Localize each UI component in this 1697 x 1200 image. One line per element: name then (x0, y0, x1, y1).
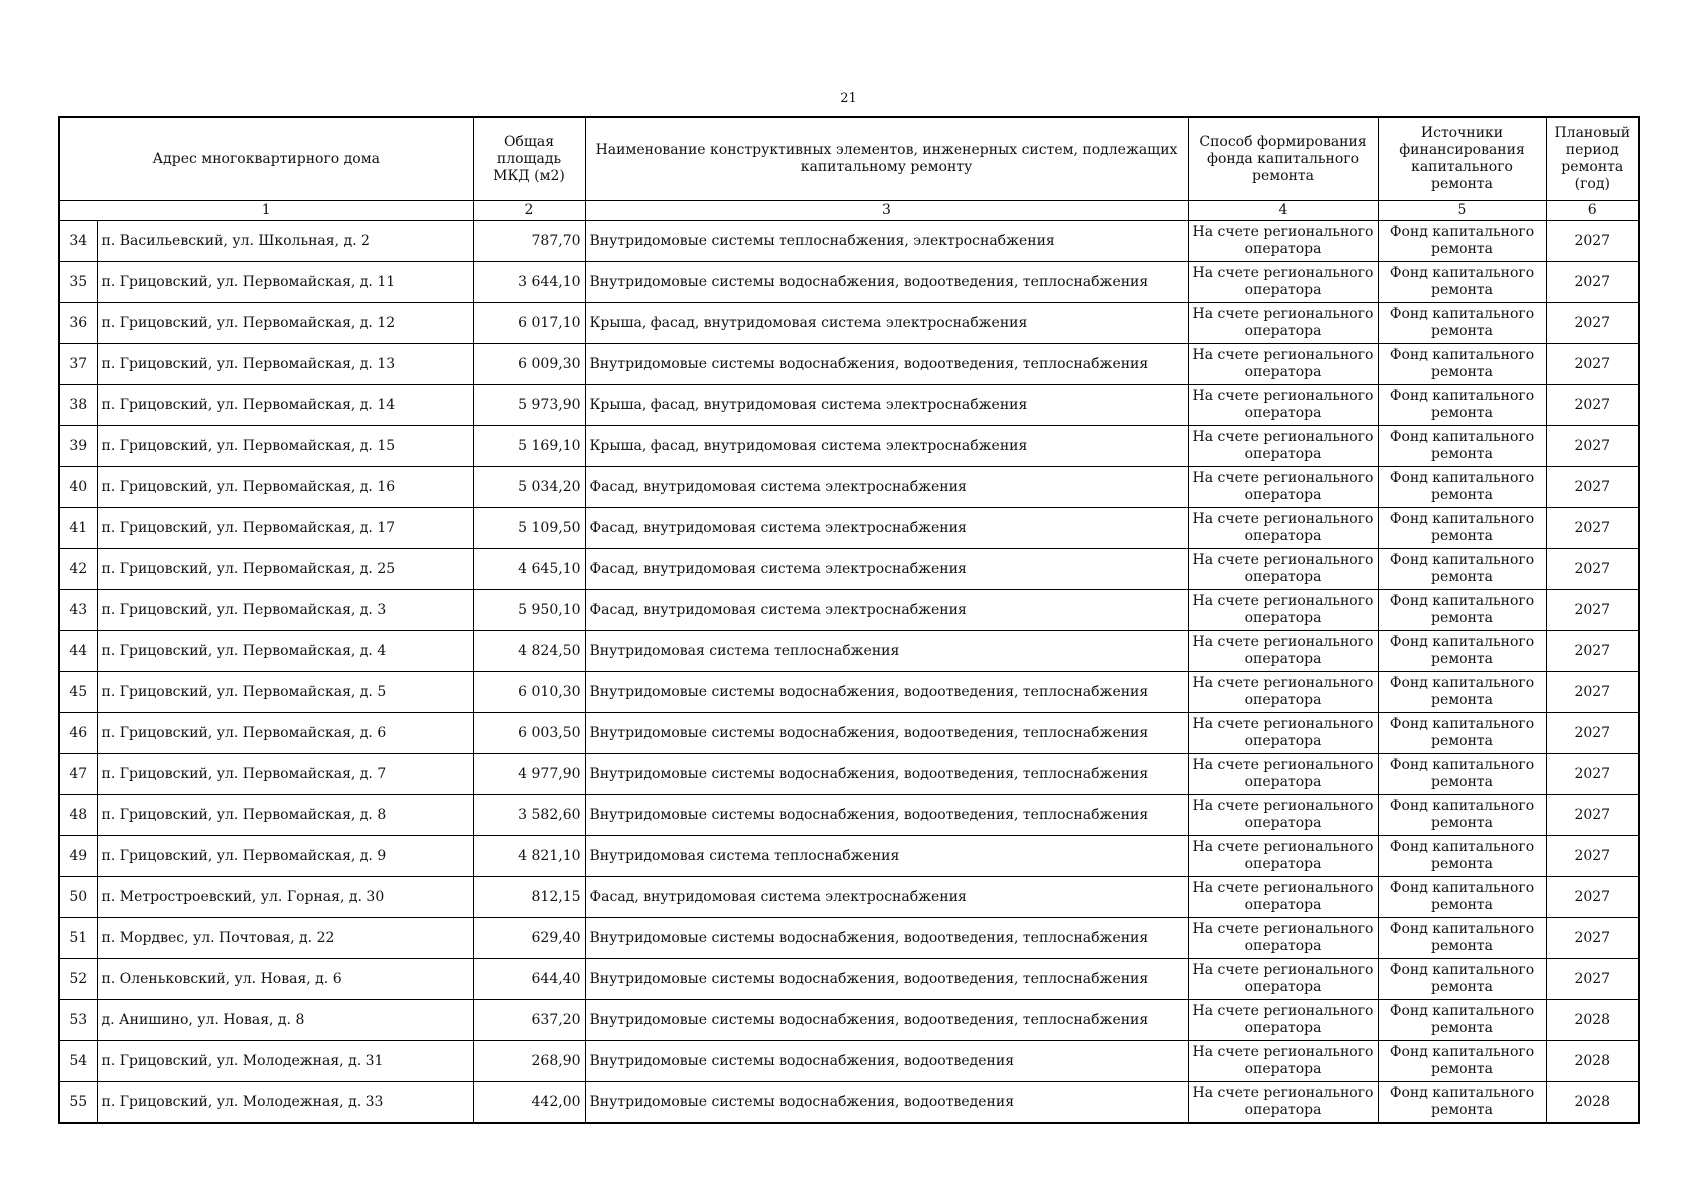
address-cell: п. Грицовский, ул. Молодежная, д. 33 (97, 1082, 473, 1124)
column-number-row (59, 201, 1639, 221)
area-cell: 5 109,50 (473, 508, 585, 549)
funding-method-cell: На счете регионального оператора (1188, 918, 1378, 959)
address-cell: п. Грицовский, ул. Первомайская, д. 12 (97, 303, 473, 344)
elements-cell: Внутридомовые системы водоснабжения, водоотведения (585, 1041, 1188, 1082)
row-number-cell: 44 (59, 631, 97, 672)
funding-method-cell: На счете регионального оператора (1188, 754, 1378, 795)
area-cell: 629,40 (473, 918, 585, 959)
area-cell: 4 821,10 (473, 836, 585, 877)
table-row (59, 713, 1639, 754)
funding-source-cell: Фонд капитального ремонта (1378, 1082, 1546, 1124)
funding-source-cell: Фонд капитального ремонта (1378, 467, 1546, 508)
area-cell: 6 017,10 (473, 303, 585, 344)
row-number-cell: 34 (59, 221, 97, 262)
period-cell: 2027 (1546, 672, 1639, 713)
elements-cell: Фасад, внутридомовая система электроснабжения (585, 467, 1188, 508)
period-cell: 2028 (1546, 1041, 1639, 1082)
funding-method-cell: На счете регионального оператора (1188, 344, 1378, 385)
funding-method-cell: На счете регионального оператора (1188, 508, 1378, 549)
funding-method-cell: На счете регионального оператора (1188, 672, 1378, 713)
row-number-cell: 55 (59, 1082, 97, 1124)
address-cell: п. Васильевский, ул. Школьная, д. 2 (97, 221, 473, 262)
area-cell: 787,70 (473, 221, 585, 262)
table-row (59, 631, 1639, 672)
elements-cell: Внутридомовые системы водоснабжения, водоотведения, теплоснабжения (585, 959, 1188, 1000)
address-cell: п. Грицовский, ул. Первомайская, д. 4 (97, 631, 473, 672)
row-number-cell: 53 (59, 1000, 97, 1041)
elements-cell: Внутридомовые системы водоснабжения, водоотведения, теплоснабжения (585, 918, 1188, 959)
address-cell: п. Грицовский, ул. Первомайская, д. 14 (97, 385, 473, 426)
funding-method-cell: На счете регионального оператора (1188, 795, 1378, 836)
funding-method-cell: На счете регионального оператора (1188, 426, 1378, 467)
period-cell: 2027 (1546, 918, 1639, 959)
row-number-cell: 38 (59, 385, 97, 426)
header-area: Общая площадь МКД (м2) (473, 117, 585, 201)
funding-source-cell: Фонд капитального ремонта (1378, 426, 1546, 467)
funding-source-cell: Фонд капитального ремонта (1378, 672, 1546, 713)
period-cell: 2027 (1546, 795, 1639, 836)
address-cell: п. Грицовский, ул. Первомайская, д. 8 (97, 795, 473, 836)
column-number: 6 (1546, 201, 1639, 221)
area-cell: 5 973,90 (473, 385, 585, 426)
funding-method-cell: На счете регионального оператора (1188, 467, 1378, 508)
elements-cell: Внутридомовые системы водоснабжения, водоотведения, теплоснабжения (585, 1000, 1188, 1041)
period-cell: 2027 (1546, 590, 1639, 631)
elements-cell: Внутридомовые системы водоснабжения, водоотведения (585, 1082, 1188, 1124)
funding-method-cell: На счете регионального оператора (1188, 877, 1378, 918)
table-row (59, 877, 1639, 918)
funding-method-cell: На счете регионального оператора (1188, 262, 1378, 303)
area-cell: 4 824,50 (473, 631, 585, 672)
area-cell: 6 009,30 (473, 344, 585, 385)
period-cell: 2027 (1546, 467, 1639, 508)
row-number-cell: 37 (59, 344, 97, 385)
row-number-cell: 43 (59, 590, 97, 631)
column-number: 2 (473, 201, 585, 221)
row-number-cell: 39 (59, 426, 97, 467)
table-row (59, 549, 1639, 590)
row-number-cell: 49 (59, 836, 97, 877)
funding-method-cell: На счете регионального оператора (1188, 303, 1378, 344)
address-cell: п. Грицовский, ул. Первомайская, д. 13 (97, 344, 473, 385)
funding-method-cell: На счете регионального оператора (1188, 959, 1378, 1000)
area-cell: 6 003,50 (473, 713, 585, 754)
table-row (59, 918, 1639, 959)
header-row (59, 117, 1639, 201)
capital-repair-table (58, 116, 1640, 1124)
row-number-cell: 51 (59, 918, 97, 959)
address-cell: п. Метростроевский, ул. Горная, д. 30 (97, 877, 473, 918)
address-cell: д. Анишино, ул. Новая, д. 8 (97, 1000, 473, 1041)
funding-source-cell: Фонд капитального ремонта (1378, 549, 1546, 590)
elements-cell: Внутридомовые системы водоснабжения, водоотведения, теплоснабжения (585, 754, 1188, 795)
table-row (59, 467, 1639, 508)
funding-source-cell: Фонд капитального ремонта (1378, 918, 1546, 959)
funding-method-cell: На счете регионального оператора (1188, 1000, 1378, 1041)
table-row (59, 590, 1639, 631)
funding-source-cell: Фонд капитального ремонта (1378, 836, 1546, 877)
elements-cell: Внутридомовая система теплоснабжения (585, 836, 1188, 877)
table-row (59, 1082, 1639, 1124)
column-number: 5 (1378, 201, 1546, 221)
column-number: 4 (1188, 201, 1378, 221)
funding-source-cell: Фонд капитального ремонта (1378, 262, 1546, 303)
elements-cell: Фасад, внутридомовая система электроснабжения (585, 508, 1188, 549)
row-number-cell: 36 (59, 303, 97, 344)
row-number-cell: 46 (59, 713, 97, 754)
funding-method-cell: На счете регионального оператора (1188, 549, 1378, 590)
funding-source-cell: Фонд капитального ремонта (1378, 385, 1546, 426)
area-cell: 4 977,90 (473, 754, 585, 795)
table-row (59, 262, 1639, 303)
row-number-cell: 48 (59, 795, 97, 836)
row-number-cell: 41 (59, 508, 97, 549)
area-cell: 4 645,10 (473, 549, 585, 590)
funding-method-cell: На счете регионального оператора (1188, 836, 1378, 877)
area-cell: 268,90 (473, 1041, 585, 1082)
funding-method-cell: На счете регионального оператора (1188, 631, 1378, 672)
period-cell: 2027 (1546, 262, 1639, 303)
period-cell: 2027 (1546, 426, 1639, 467)
elements-cell: Крыша, фасад, внутридомовая система электроснабжения (585, 385, 1188, 426)
address-cell: п. Грицовский, ул. Молодежная, д. 31 (97, 1041, 473, 1082)
period-cell: 2027 (1546, 836, 1639, 877)
area-cell: 5 034,20 (473, 467, 585, 508)
row-number-cell: 52 (59, 959, 97, 1000)
funding-source-cell: Фонд капитального ремонта (1378, 344, 1546, 385)
elements-cell: Внутридомовые системы водоснабжения, водоотведения, теплоснабжения (585, 672, 1188, 713)
address-cell: п. Грицовский, ул. Первомайская, д. 17 (97, 508, 473, 549)
address-cell: п. Грицовский, ул. Первомайская, д. 25 (97, 549, 473, 590)
row-number-cell: 40 (59, 467, 97, 508)
table-row (59, 959, 1639, 1000)
row-number-cell: 47 (59, 754, 97, 795)
funding-method-cell: На счете регионального оператора (1188, 590, 1378, 631)
funding-source-cell: Фонд капитального ремонта (1378, 303, 1546, 344)
area-cell: 442,00 (473, 1082, 585, 1124)
period-cell: 2027 (1546, 631, 1639, 672)
elements-cell: Внутридомовая система теплоснабжения (585, 631, 1188, 672)
funding-method-cell: На счете регионального оператора (1188, 385, 1378, 426)
period-cell: 2027 (1546, 754, 1639, 795)
area-cell: 5 950,10 (473, 590, 585, 631)
address-cell: п. Грицовский, ул. Первомайская, д. 3 (97, 590, 473, 631)
funding-source-cell: Фонд капитального ремонта (1378, 877, 1546, 918)
area-cell: 3 582,60 (473, 795, 585, 836)
table-row (59, 672, 1639, 713)
column-number: 1 (59, 201, 473, 221)
period-cell: 2027 (1546, 959, 1639, 1000)
area-cell: 637,20 (473, 1000, 585, 1041)
area-cell: 3 644,10 (473, 262, 585, 303)
period-cell: 2027 (1546, 344, 1639, 385)
address-cell: п. Грицовский, ул. Первомайская, д. 15 (97, 426, 473, 467)
period-cell: 2027 (1546, 877, 1639, 918)
funding-source-cell: Фонд капитального ремонта (1378, 795, 1546, 836)
funding-source-cell: Фонд капитального ремонта (1378, 754, 1546, 795)
table-row (59, 1041, 1639, 1082)
elements-cell: Фасад, внутридомовая система электроснабжения (585, 877, 1188, 918)
funding-source-cell: Фонд капитального ремонта (1378, 221, 1546, 262)
elements-cell: Внутридомовые системы теплоснабжения, электроснабжения (585, 221, 1188, 262)
funding-source-cell: Фонд капитального ремонта (1378, 1041, 1546, 1082)
funding-method-cell: На счете регионального оператора (1188, 1082, 1378, 1124)
table-row (59, 1000, 1639, 1041)
table-row (59, 385, 1639, 426)
elements-cell: Внутридомовые системы водоснабжения, водоотведения, теплоснабжения (585, 795, 1188, 836)
funding-source-cell: Фонд капитального ремонта (1378, 1000, 1546, 1041)
funding-method-cell: На счете регионального оператора (1188, 221, 1378, 262)
column-number: 3 (585, 201, 1188, 221)
address-cell: п. Грицовский, ул. Первомайская, д. 7 (97, 754, 473, 795)
address-cell: п. Грицовский, ул. Первомайская, д. 11 (97, 262, 473, 303)
header-elements: Наименование конструктивных элементов, инженерных систем, подлежащих капитальному ремонту (585, 117, 1188, 201)
row-number-cell: 54 (59, 1041, 97, 1082)
elements-cell: Внутридомовые системы водоснабжения, водоотведения, теплоснабжения (585, 713, 1188, 754)
row-number-cell: 42 (59, 549, 97, 590)
period-cell: 2028 (1546, 1000, 1639, 1041)
elements-cell: Фасад, внутридомовая система электроснабжения (585, 590, 1188, 631)
row-number-cell: 50 (59, 877, 97, 918)
table-row (59, 344, 1639, 385)
header-period: Плановый период ремонта (год) (1546, 117, 1639, 201)
elements-cell: Фасад, внутридомовая система электроснабжения (585, 549, 1188, 590)
funding-method-cell: На счете регионального оператора (1188, 713, 1378, 754)
row-number-cell: 45 (59, 672, 97, 713)
elements-cell: Внутридомовые системы водоснабжения, водоотведения, теплоснабжения (585, 344, 1188, 385)
table-row (59, 754, 1639, 795)
period-cell: 2027 (1546, 385, 1639, 426)
period-cell: 2027 (1546, 508, 1639, 549)
period-cell: 2028 (1546, 1082, 1639, 1124)
period-cell: 2027 (1546, 221, 1639, 262)
table-row (59, 221, 1639, 262)
funding-source-cell: Фонд капитального ремонта (1378, 590, 1546, 631)
address-cell: п. Грицовский, ул. Первомайская, д. 16 (97, 467, 473, 508)
table-row (59, 426, 1639, 467)
funding-method-cell: На счете регионального оператора (1188, 1041, 1378, 1082)
address-cell: п. Грицовский, ул. Первомайская, д. 6 (97, 713, 473, 754)
period-cell: 2027 (1546, 549, 1639, 590)
area-cell: 5 169,10 (473, 426, 585, 467)
table-row (59, 303, 1639, 344)
header-address: Адрес многоквартирного дома (59, 117, 473, 201)
header-method: Способ формирования фонда капитального ремонта (1188, 117, 1378, 201)
address-cell: п. Грицовский, ул. Первомайская, д. 5 (97, 672, 473, 713)
elements-cell: Крыша, фасад, внутридомовая система электроснабжения (585, 426, 1188, 467)
funding-source-cell: Фонд капитального ремонта (1378, 713, 1546, 754)
row-number-cell: 35 (59, 262, 97, 303)
address-cell: п. Мордвес, ул. Почтовая, д. 22 (97, 918, 473, 959)
table-row (59, 836, 1639, 877)
period-cell: 2027 (1546, 713, 1639, 754)
address-cell: п. Оленьковский, ул. Новая, д. 6 (97, 959, 473, 1000)
funding-source-cell: Фонд капитального ремонта (1378, 631, 1546, 672)
table-body (59, 221, 1639, 1124)
table-row (59, 795, 1639, 836)
funding-source-cell: Фонд капитального ремонта (1378, 508, 1546, 549)
elements-cell: Крыша, фасад, внутридомовая система электроснабжения (585, 303, 1188, 344)
period-cell: 2027 (1546, 303, 1639, 344)
area-cell: 812,15 (473, 877, 585, 918)
header-source: Источники финансирования капитального ремонта (1378, 117, 1546, 201)
address-cell: п. Грицовский, ул. Первомайская, д. 9 (97, 836, 473, 877)
page-number: 21 (840, 91, 857, 106)
area-cell: 6 010,30 (473, 672, 585, 713)
table-row (59, 508, 1639, 549)
funding-source-cell: Фонд капитального ремонта (1378, 959, 1546, 1000)
elements-cell: Внутридомовые системы водоснабжения, водоотведения, теплоснабжения (585, 262, 1188, 303)
area-cell: 644,40 (473, 959, 585, 1000)
